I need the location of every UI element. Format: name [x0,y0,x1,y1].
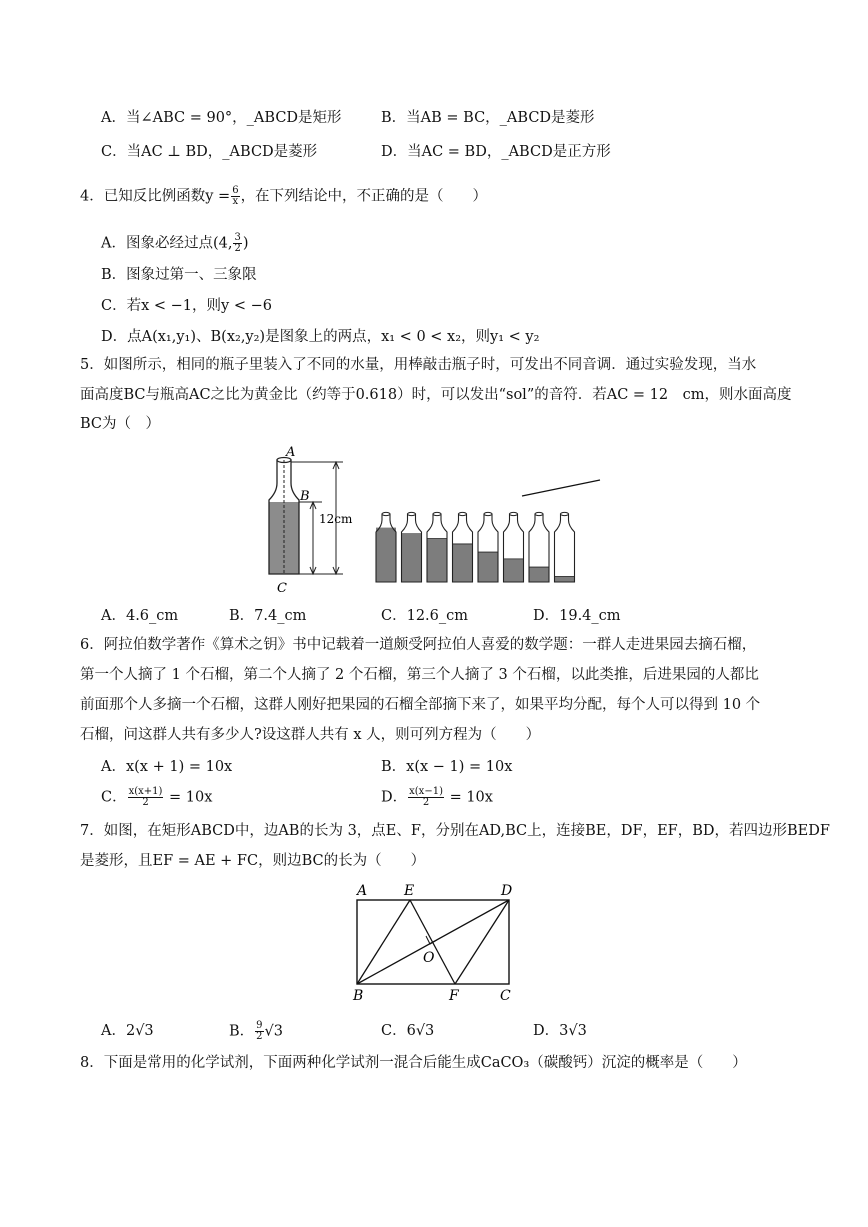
q5-line-2: 面高度BC与瓶高AC之比为黄金比（约等于0.618）时，可以发出“sol”的音符．若AC = 12 cm，则水面高度 [80,387,792,403]
q6-option-b: B．x(x − 1) = 10x [381,759,513,775]
q5-line-1: 5．如图所示，相同的瓶子里装入了不同的水量，用棒敲击瓶子时，可发出不同音调．通过实验发现，当水 [80,357,757,373]
small-bottle-mouth [408,512,416,515]
q6-option-c-rhs: = 10x [169,789,213,806]
q3-option-b: B．当AB = BC，_ABCD是菱形 [381,110,595,126]
q6-option-a: A．x(x + 1) = 10x [101,759,233,775]
point-d-label: D [501,883,513,899]
q6-option-d-den: 2 [422,797,430,808]
q7-line-1: 7．如图，在矩形ABCD中，边AB的长为 3，点E、F，分别在AD,BC上，连接BE，DF，EF，BD，若四边形BEDF [80,823,830,839]
q7-option-b-fraction [255,1021,263,1042]
small-bottle-outline [555,514,575,582]
small-bottle-water [555,577,575,582]
segment-be [357,900,410,984]
q8-line-1: 8．下面是常用的化学试剂，下面两种化学试剂一混合后能生成CaCO₃（碳酸钙）沉淀的概率是（ ） [80,1055,747,1071]
q6-option-d [381,787,493,808]
small-bottle [504,512,524,582]
q5-option-a: A．4.6_cm [101,608,179,624]
small-bottle-mouth [484,512,492,515]
small-bottle [478,512,498,582]
q7-option-c: C．6√3 [381,1023,435,1039]
label-c: C [277,581,287,596]
small-bottle-water [478,552,498,582]
q4-option-a-den: 2 [234,243,241,254]
q4-option-b: B．图象过第一、三象限 [101,267,257,283]
q4-option-a-num: 3 [234,232,241,243]
q7-rectangle-figure [345,878,525,1006]
small-bottle-mouth [459,512,467,515]
q6-option-c-label: C． [101,789,127,806]
small-bottle-mouth [433,512,441,515]
q5-option-d: D．19.4_cm [533,608,621,624]
small-bottle-mouth [510,512,518,515]
q4-fraction [231,186,239,207]
q6-option-d-num: x(x−1) [409,786,443,797]
small-bottle-water [504,559,524,582]
small-bottle-water [427,538,447,582]
q6-line-4: 石榴，问这群人共有多少人?设这群人共有 x 人，则可列方程为（ ） [80,727,541,743]
q7-option-b [229,1021,283,1042]
q6-option-c-den: 2 [142,797,149,808]
q4-option-c: C．若x < −1，则y < −6 [101,298,272,314]
small-bottle-water [402,533,422,582]
small-bottle-water [529,567,549,582]
q4-frac-den: x [232,196,239,207]
small-bottle-mouth [561,512,569,515]
small-bottle-water [376,528,396,582]
q7-option-d: D．3√3 [533,1023,587,1039]
q7-option-b-num: 9 [256,1020,263,1031]
point-f-label: F [449,988,459,1004]
q4-option-a [101,233,249,254]
small-bottle [555,512,575,582]
q3-option-d: D．当AC = BD，_ABCD是正方形 [381,144,611,160]
q6-option-c [101,787,212,808]
q7-option-b-label: B． [229,1023,255,1040]
q5-bottle-row [370,470,610,590]
q6-line-3: 前面那个人多摘一个石榴，这群人刚好把果园的石榴全部摘下来了，如果平均分配，每个人可以得到 10 个 [80,697,761,713]
q4-option-a-fraction [233,233,241,254]
q6-option-c-fraction [128,787,164,808]
q6-option-c-num: x(x+1) [128,786,163,797]
decorative-slanted-line [522,480,600,496]
q5-bottle-figure [255,440,365,600]
small-bottle [453,512,473,582]
q4-stem [80,186,487,207]
q7-option-a: A．2√3 [101,1023,154,1039]
q5-line-3: BC为（ ） [80,416,161,432]
q6-option-d-rhs: = 10x [449,789,493,806]
small-bottle-mouth [535,512,543,515]
q7-line-2: 是菱形，且EF = AE + FC，则边BC的长为（ ） [80,853,426,869]
q3-option-c: C．当AC ⊥ BD，_ABCD是菱形 [101,144,318,160]
q4-stem-pre: 4．已知反比例函数y = [80,188,231,205]
q5-option-c: C．12.6_cm [381,608,468,624]
q7-option-b-rest: √3 [264,1023,283,1040]
small-bottle [427,512,447,582]
q4-option-a-pre: A．图象必经过点(4, [101,235,233,252]
small-bottle [376,512,396,582]
q6-line-2: 第一个人摘了 1 个石榴，第二个人摘了 2 个石榴，第三个人摘了 3 个石榴，以此类推，后进果园的人都比 [80,667,759,683]
q6-option-d-fraction [408,787,444,808]
height-label: 12cm [319,512,353,526]
label-a: A [286,445,296,460]
small-bottle-mouth [382,512,390,515]
point-a-label: A [357,883,368,899]
segment-df [455,900,509,984]
q6-option-d-label: D． [381,789,408,806]
q7-option-b-den: 2 [256,1031,263,1042]
q4-option-d: D．点A(x₁,y₁)、B(x₂,y₂)是图象上的两点，x₁ < 0 < x₂，则y₁ < y₂ [101,329,540,345]
q4-stem-post: ，在下列结论中，不正确的是（ ） [240,188,488,205]
q3-option-a: A．当∠ABC = 90°，_ABCD是矩形 [101,110,342,126]
q6-line-1: 6．阿拉伯数学著作《算术之钥》书中记载着一道颇受阿拉伯人喜爱的数学题：一群人走进果园去摘石榴， [80,637,757,653]
point-o-label: O [423,950,435,966]
small-bottle-water [453,544,473,582]
small-bottle [529,512,549,582]
q4-frac-num: 6 [232,185,239,196]
q4-option-a-post: ) [242,235,249,252]
label-b: B [300,489,310,504]
point-c-label: C [500,988,511,1004]
small-bottle [402,512,422,582]
point-e-label: E [404,883,415,899]
q5-option-b: B．7.4_cm [229,608,307,624]
point-b-label: B [353,988,364,1004]
